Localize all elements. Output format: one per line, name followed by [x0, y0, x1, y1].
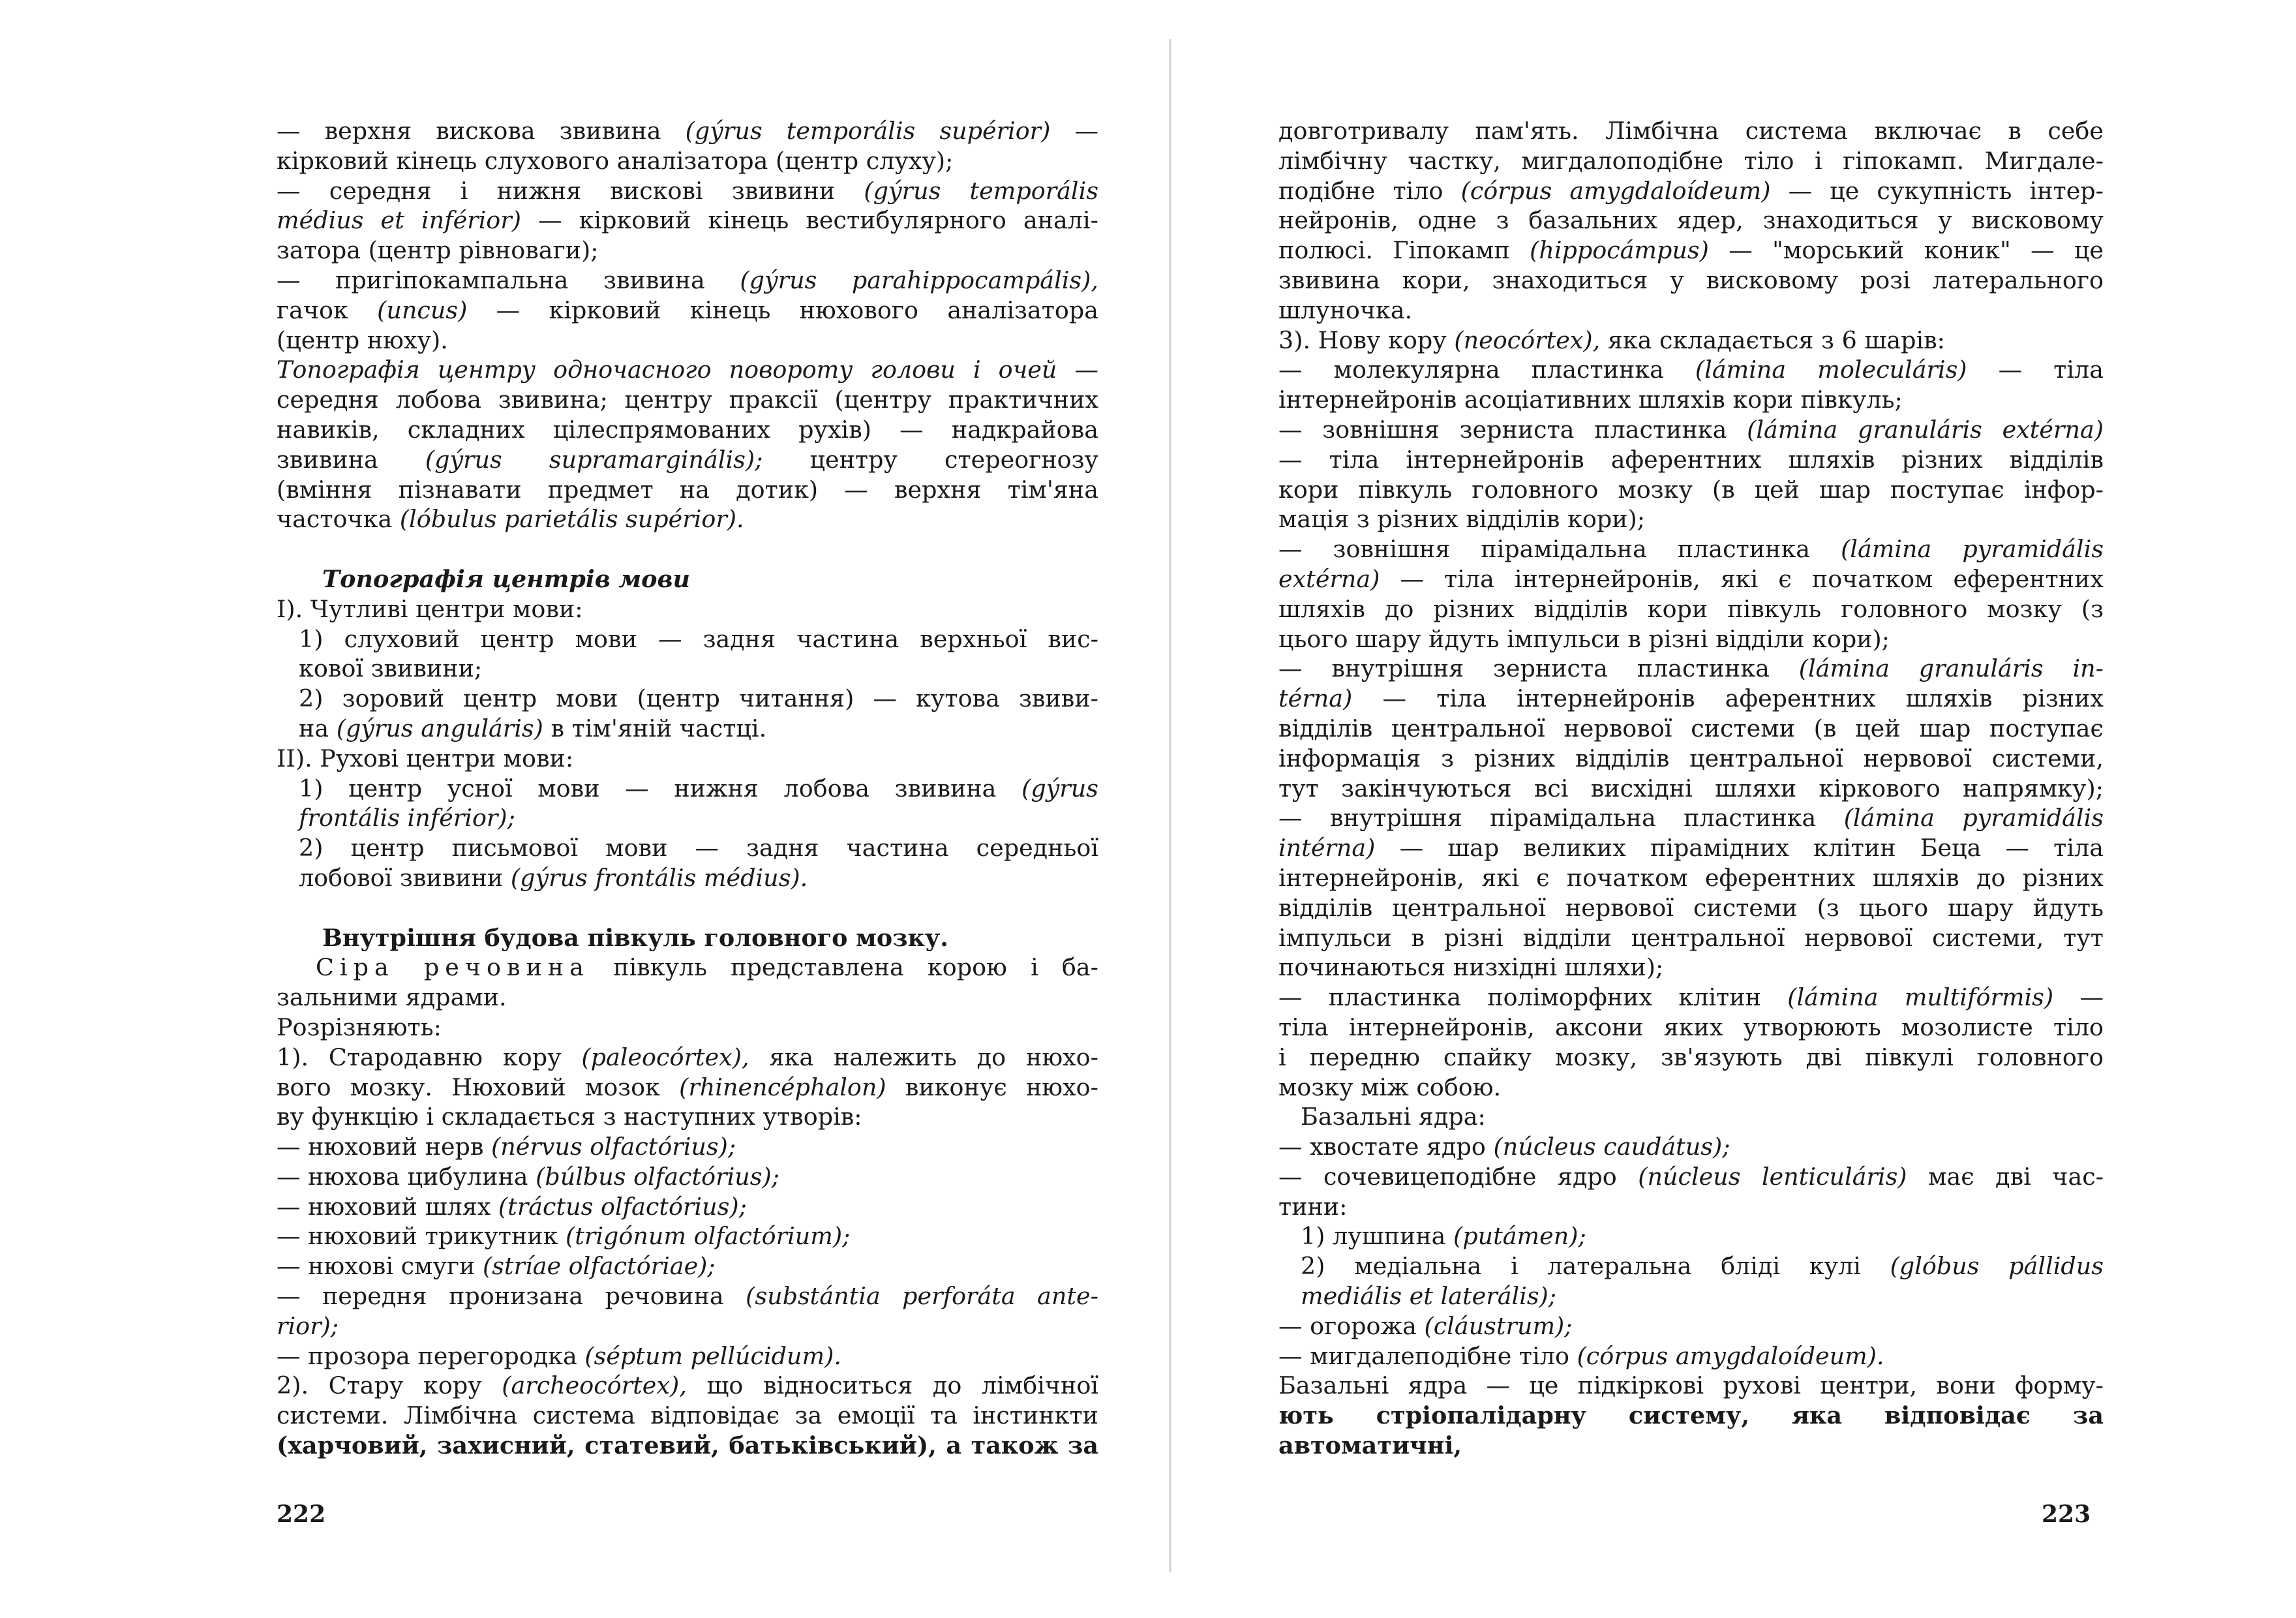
text-segment: — мигдалеподібне тіло	[1278, 1341, 1577, 1370]
text-segment: (hippocámpus)	[1530, 236, 1709, 265]
text-line	[277, 1192, 1098, 1222]
text-segment: mediális et laterális);	[1301, 1282, 1557, 1311]
text-segment: — верхня вискова звивина	[277, 117, 686, 145]
text-line	[1278, 744, 2104, 774]
text-segment: — середня і нижня вискові звивини	[277, 176, 864, 205]
text-segment: — внутрішня пірамідальна пластинка	[1278, 804, 1844, 832]
text-segment: (nérvus olfactórius);	[491, 1133, 736, 1161]
text-line	[1278, 1102, 2104, 1132]
text-segment: ють стріопалідарну систему, яка відповідає за автоматичні,	[1278, 1401, 2104, 1460]
text-segment: — нюховий нерв	[277, 1133, 492, 1161]
text-segment: — кірковий кінець вестибулярного аналі-	[538, 206, 1098, 235]
text-segment: (cláustrum);	[1424, 1311, 1573, 1340]
text-segment: (archeocórtex),	[502, 1371, 687, 1400]
text-segment: — тіла інтернейронів, які є початком еферентних	[1400, 564, 2104, 593]
text-segment: 3). Нову кору	[1278, 326, 1455, 354]
text-line	[1278, 504, 2104, 534]
text-segment: — кірковий кінець нюхового аналізатора	[496, 296, 1099, 324]
text-line	[1278, 1311, 2104, 1341]
text-segment: тини:	[1278, 1192, 1348, 1221]
text-segment: — шар великих пірамідних клітин Беца — тіла	[1399, 834, 2104, 862]
text-line	[277, 1281, 1098, 1311]
text-line	[277, 803, 1098, 833]
text-segment: кори півкуль головного мозку (в цей шар поступає інфор-	[1278, 475, 2104, 504]
text-segment: (córpus amygdaloídeum).	[1577, 1341, 1884, 1370]
text-segment: (putámen);	[1453, 1222, 1586, 1251]
text-segment: Сіра речовина	[316, 953, 590, 982]
text-segment: (núcleus caudátus);	[1493, 1133, 1730, 1161]
text-segment: — пластинка поліморфних клітин	[1278, 983, 1788, 1012]
text-line	[277, 1073, 1098, 1103]
text-segment: — тіла інтернейронів аферентних шляхів різних	[1382, 684, 2104, 713]
text-segment: — хвостате ядро	[1278, 1133, 1494, 1161]
text-segment: (uncus)	[377, 296, 468, 324]
text-line	[277, 714, 1098, 744]
text-line	[277, 1132, 1098, 1162]
text-segment: довготривалу пам'ять. Лімбічна система включає в себе	[1278, 117, 2104, 145]
text-line	[277, 504, 1098, 534]
text-segment: інтернейронів, які є початком еферентних шляхів до різних	[1278, 863, 2104, 892]
text-segment: центру стереогнозу	[809, 445, 1099, 474]
text-line	[1278, 774, 2104, 804]
text-line	[1278, 863, 2104, 893]
text-line	[277, 445, 1098, 475]
text-segment: 1) центр усної мови — нижня лобова звивина	[299, 774, 1022, 802]
text-segment: лімбічну частку, мигдалоподібне тіло і гіпокамп. Мигдале-	[1278, 146, 2104, 175]
text-line	[277, 983, 1098, 1013]
text-segment: — зовнішня пірамідальна пластинка	[1278, 535, 1841, 564]
text-line	[1278, 1192, 2104, 1222]
text-line	[1278, 355, 2104, 385]
text-line	[1278, 714, 2104, 744]
text-line	[277, 654, 1098, 684]
text-segment: мація з різних відділів кори);	[1278, 505, 1646, 534]
text-line	[277, 1341, 1098, 1371]
text-line	[277, 594, 1098, 624]
text-line	[277, 1221, 1098, 1251]
text-line	[1278, 534, 2104, 564]
text-segment: (вміння пізнавати предмет на дотик) — верхня тім'яна	[277, 475, 1098, 504]
text-line	[1278, 624, 2104, 654]
text-segment: тут закінчуються всі висхідні шляхи кіркового напрямку);	[1278, 774, 2104, 802]
book-gutter	[1169, 39, 1171, 1572]
text-line	[1278, 1401, 2104, 1460]
text-segment: 1) лушпина	[1301, 1222, 1454, 1251]
text-segment: (харчовий, захисний, статевий, батьківський), а також за	[277, 1431, 1098, 1460]
text-segment: (lámina multifórmis)	[1787, 983, 2054, 1012]
text-segment: (stríae olfactóriae);	[482, 1252, 716, 1281]
right-page-number: 223	[2042, 1501, 2091, 1528]
text-line	[1278, 445, 2104, 475]
text-line	[277, 415, 1098, 445]
text-segment: (córpus amygdaloídeum)	[1460, 176, 1771, 205]
text-segment: (lámina pyramidális	[1841, 535, 2104, 564]
text-segment: 1). Стародавню кору	[277, 1043, 582, 1071]
text-segment: — сочевицеподібне ядро	[1278, 1162, 1639, 1191]
text-segment: відділів центральної нервової системи (з цього шару йдуть	[1278, 893, 2104, 922]
text-segment: — пригіпокампальна звивина	[277, 266, 740, 294]
text-segment: — передня пронизана речовина	[277, 1282, 746, 1311]
text-segment: часточка	[277, 505, 400, 534]
text-segment: — нюховий шлях	[277, 1192, 498, 1221]
text-line	[277, 863, 1098, 893]
text-line	[1278, 326, 2104, 356]
text-segment: — нюхові смуги	[277, 1252, 483, 1281]
text-line	[1278, 236, 2104, 266]
text-segment: — тіла інтернейронів аферентних шляхів різних відділів	[1278, 445, 2104, 474]
text-line	[1278, 1043, 2104, 1073]
text-segment: (núcleus lenticuláris)	[1638, 1162, 1907, 1191]
text-line	[1278, 206, 2104, 236]
text-segment: 2). Стару кору	[277, 1371, 502, 1400]
text-line	[277, 296, 1098, 326]
text-segment: системи. Лімбічна система відповідає за емоції та інстинкти	[277, 1401, 1098, 1430]
text-line	[1278, 385, 2104, 415]
text-line	[277, 326, 1098, 356]
text-line	[1278, 923, 2104, 953]
text-segment: півкуль представлена корою і ба-	[613, 953, 1098, 982]
text-line	[1278, 803, 2104, 833]
text-segment: — молекулярна пластинка	[1278, 356, 1695, 384]
text-line	[277, 1162, 1098, 1192]
text-segment: інтернейронів асоціативних шляхів кори півкуль;	[1278, 386, 1903, 414]
text-segment: —	[1074, 117, 1098, 145]
text-segment: (gýrus frontális médius).	[510, 863, 808, 892]
text-line	[277, 385, 1098, 415]
text-segment: виконує нюхо-	[905, 1073, 1098, 1101]
text-line	[277, 1371, 1098, 1401]
text-segment: і передню спайку мозку, зв'язують дві півкулі головного	[1278, 1043, 2104, 1071]
text-segment: — нюхова цибулина	[277, 1162, 536, 1191]
text-segment: (rhinencéphalon)	[679, 1073, 886, 1101]
text-segment: — "морський коник" — це	[1729, 236, 2104, 265]
text-segment: (neocórtex),	[1454, 326, 1601, 354]
text-line	[277, 236, 1098, 266]
text-line	[277, 266, 1098, 296]
text-line	[277, 624, 1098, 654]
text-line	[1278, 654, 2104, 684]
text-line	[1278, 1371, 2104, 1401]
text-segment: інформація з різних відділів центральної нервової системи,	[1278, 744, 2104, 772]
text-segment: 2) зоровий центр мови (центр читання) — кутова звиви-	[299, 684, 1098, 713]
text-segment: (центр нюху).	[277, 326, 448, 354]
text-line	[1278, 833, 2104, 863]
text-line	[277, 1311, 1098, 1341]
text-line	[1278, 296, 2104, 326]
text-segment: звивина	[277, 445, 425, 474]
text-line	[277, 923, 1098, 953]
text-segment: — огорожа	[1278, 1311, 1425, 1340]
text-segment: (búlbus olfactórius);	[536, 1162, 780, 1191]
text-line	[277, 1401, 1098, 1431]
text-segment: в тім'яній частці.	[551, 714, 767, 742]
text-line	[1278, 266, 2104, 296]
text-line	[277, 146, 1098, 176]
text-segment: цього шару йдуть імпульси в різні відділи кори);	[1278, 624, 1890, 653]
text-segment: яка належить до нюхо-	[769, 1043, 1098, 1071]
text-segment: — прозора перегородка	[277, 1341, 585, 1370]
text-segment: починаються низхідні шляхи);	[1278, 953, 1664, 982]
text-line	[277, 1043, 1098, 1073]
text-segment: —	[2079, 983, 2104, 1012]
text-segment: (lámina moleculáris)	[1695, 356, 1967, 384]
text-segment: середня лобова звивина; центру праксії (центру практичних	[277, 386, 1098, 414]
text-segment: тіла інтернейронів, аксони яких утворюють мозолисте тіло	[1278, 1013, 2104, 1041]
text-line	[277, 744, 1098, 774]
text-segment: зальними ядрами.	[277, 983, 507, 1012]
text-segment: — зовнішня зерниста пластинка	[1278, 415, 1747, 444]
text-segment: Топографія центру одночасного повороту голови і очей	[277, 356, 1057, 384]
text-segment: кової звивини;	[299, 654, 483, 683]
text-line	[1278, 1221, 2104, 1251]
text-segment: Базальні ядра:	[1301, 1103, 1486, 1131]
text-line	[1278, 1281, 2104, 1311]
text-segment: на	[299, 714, 337, 742]
text-segment: intérna)	[1278, 834, 1376, 862]
text-line	[277, 893, 1098, 923]
text-segment: ІІ). Рухові центри мови:	[277, 744, 574, 772]
text-segment: Топографія центрів мови	[322, 564, 691, 593]
text-line	[1278, 475, 2104, 505]
text-segment: (gýrus temporális	[864, 176, 1098, 205]
text-segment: полюсі. Гіпокамп	[1278, 236, 1530, 265]
text-segment: гачок	[277, 296, 378, 324]
text-segment: (glóbus pállidus	[1890, 1252, 2104, 1281]
text-segment: шляхів до різних відділів кори півкуль головного мозку (з	[1278, 594, 2104, 623]
text-segment: (gýrus	[1021, 774, 1098, 802]
text-segment: звивина кори, знаходиться у висковому розі латерального	[1278, 266, 2104, 294]
text-line	[277, 1431, 1098, 1461]
text-line	[1278, 594, 2104, 624]
text-line	[1278, 146, 2104, 176]
text-line	[1278, 176, 2104, 206]
text-segment: (paleocórtex),	[581, 1043, 749, 1071]
text-line	[277, 355, 1098, 385]
text-segment: —	[1074, 356, 1098, 384]
text-segment: rior);	[277, 1311, 339, 1340]
text-line	[277, 206, 1098, 236]
text-line	[277, 774, 1098, 804]
text-segment: (trigónum olfactórium);	[566, 1222, 851, 1251]
text-segment: (séptum pellúcidum).	[584, 1341, 841, 1370]
text-line	[277, 684, 1098, 714]
text-segment: frontális inférior);	[299, 804, 515, 832]
text-line	[1278, 415, 2104, 445]
text-segment: Базальні ядра — це підкіркові рухові центри, вони форму-	[1278, 1371, 2104, 1400]
text-line	[277, 1102, 1098, 1132]
text-segment: лобової звивини	[299, 863, 511, 892]
text-segment: (lóbulus parietális supérior).	[399, 505, 744, 534]
text-line	[1278, 1162, 2104, 1192]
text-segment: імпульси в різні відділи центральної нервової системи, тут	[1278, 923, 2104, 952]
text-segment: мозку між собою.	[1278, 1073, 1502, 1101]
text-segment: ву функцію і складається з наступних утворів:	[277, 1103, 862, 1131]
text-line	[1278, 684, 2104, 714]
text-segment: (gýrus temporális supérior)	[685, 117, 1051, 145]
text-segment: 2) медіальна і латеральна бліді кулі	[1301, 1252, 1890, 1281]
text-line	[277, 1251, 1098, 1281]
text-line	[277, 176, 1098, 206]
text-line	[1278, 893, 2104, 923]
text-segment: подібне тіло	[1278, 176, 1461, 205]
text-line	[277, 953, 1098, 983]
text-line	[1278, 564, 2104, 594]
text-segment: навиків, складних цілеспрямованих рухів) — надкрайова	[277, 415, 1098, 444]
text-segment: шлуночка.	[1278, 296, 1413, 324]
text-segment: (lámina pyramidális	[1843, 804, 2104, 832]
text-segment: 2) центр письмової мови — задня частина середньої	[299, 834, 1098, 862]
text-segment: térna)	[1278, 684, 1353, 713]
text-segment: Розрізняють:	[277, 1013, 442, 1041]
text-segment: (gýrus anguláris)	[336, 714, 543, 742]
left-page-number: 222	[277, 1501, 326, 1528]
text-segment: 1) слуховий центр мови — задня частина верхньої вис-	[299, 624, 1098, 653]
text-line	[1278, 1073, 2104, 1103]
text-segment: кірковий кінець слухового аналізатора (центр слуху);	[277, 146, 954, 175]
text-line	[1278, 116, 2104, 146]
text-segment: затора (центр рівноваги);	[277, 236, 599, 265]
text-segment: яка складається з 6 шарів:	[1607, 326, 1945, 354]
text-segment: відділів центральної нервової системи (в цей шар поступає	[1278, 714, 2104, 742]
text-segment: (tráctus olfactórius);	[498, 1192, 747, 1221]
text-segment: Внутрішня будова півкуль головного мозку.	[322, 923, 948, 952]
text-segment: (substántia perforáta ante-	[746, 1282, 1098, 1311]
text-line	[277, 833, 1098, 863]
text-line	[1278, 983, 2104, 1013]
text-segment: extérna)	[1278, 564, 1380, 593]
text-segment: (lámina granuláris in-	[1798, 654, 2104, 683]
text-line	[1278, 1013, 2104, 1043]
text-segment: І). Чутливі центри мови:	[277, 594, 583, 623]
text-segment: médius et inférior)	[277, 206, 521, 235]
text-segment: — це сукупність інтер-	[1788, 176, 2104, 205]
text-line	[1278, 1251, 2104, 1281]
text-segment: що відноситься до лімбічної	[706, 1371, 1098, 1400]
text-line	[1278, 1132, 2104, 1162]
text-line	[277, 534, 1098, 564]
text-line	[277, 475, 1098, 505]
text-segment: нейронів, одне з базальних ядер, знаходиться у висковому	[1278, 206, 2104, 235]
text-segment: — тіла	[1998, 356, 2104, 384]
left-page-text	[277, 116, 1098, 1461]
text-segment: (gýrus parahippocampális),	[740, 266, 1098, 294]
text-segment: має дві час-	[1928, 1162, 2104, 1191]
text-line	[1278, 953, 2104, 983]
right-page	[1174, 0, 2296, 1618]
text-segment: — внутрішня зерниста пластинка	[1278, 654, 1799, 683]
text-segment: — нюховий трикутник	[277, 1222, 566, 1251]
text-segment: (gýrus supramarginális);	[425, 445, 763, 474]
text-line	[277, 1013, 1098, 1043]
text-segment: вого мозку. Нюховий мозок	[277, 1073, 680, 1101]
text-line	[277, 564, 1098, 594]
right-page-text	[1278, 116, 2104, 1460]
text-segment: (lámina granuláris extérna)	[1747, 415, 2104, 444]
text-line	[277, 116, 1098, 146]
text-line	[1278, 1341, 2104, 1371]
